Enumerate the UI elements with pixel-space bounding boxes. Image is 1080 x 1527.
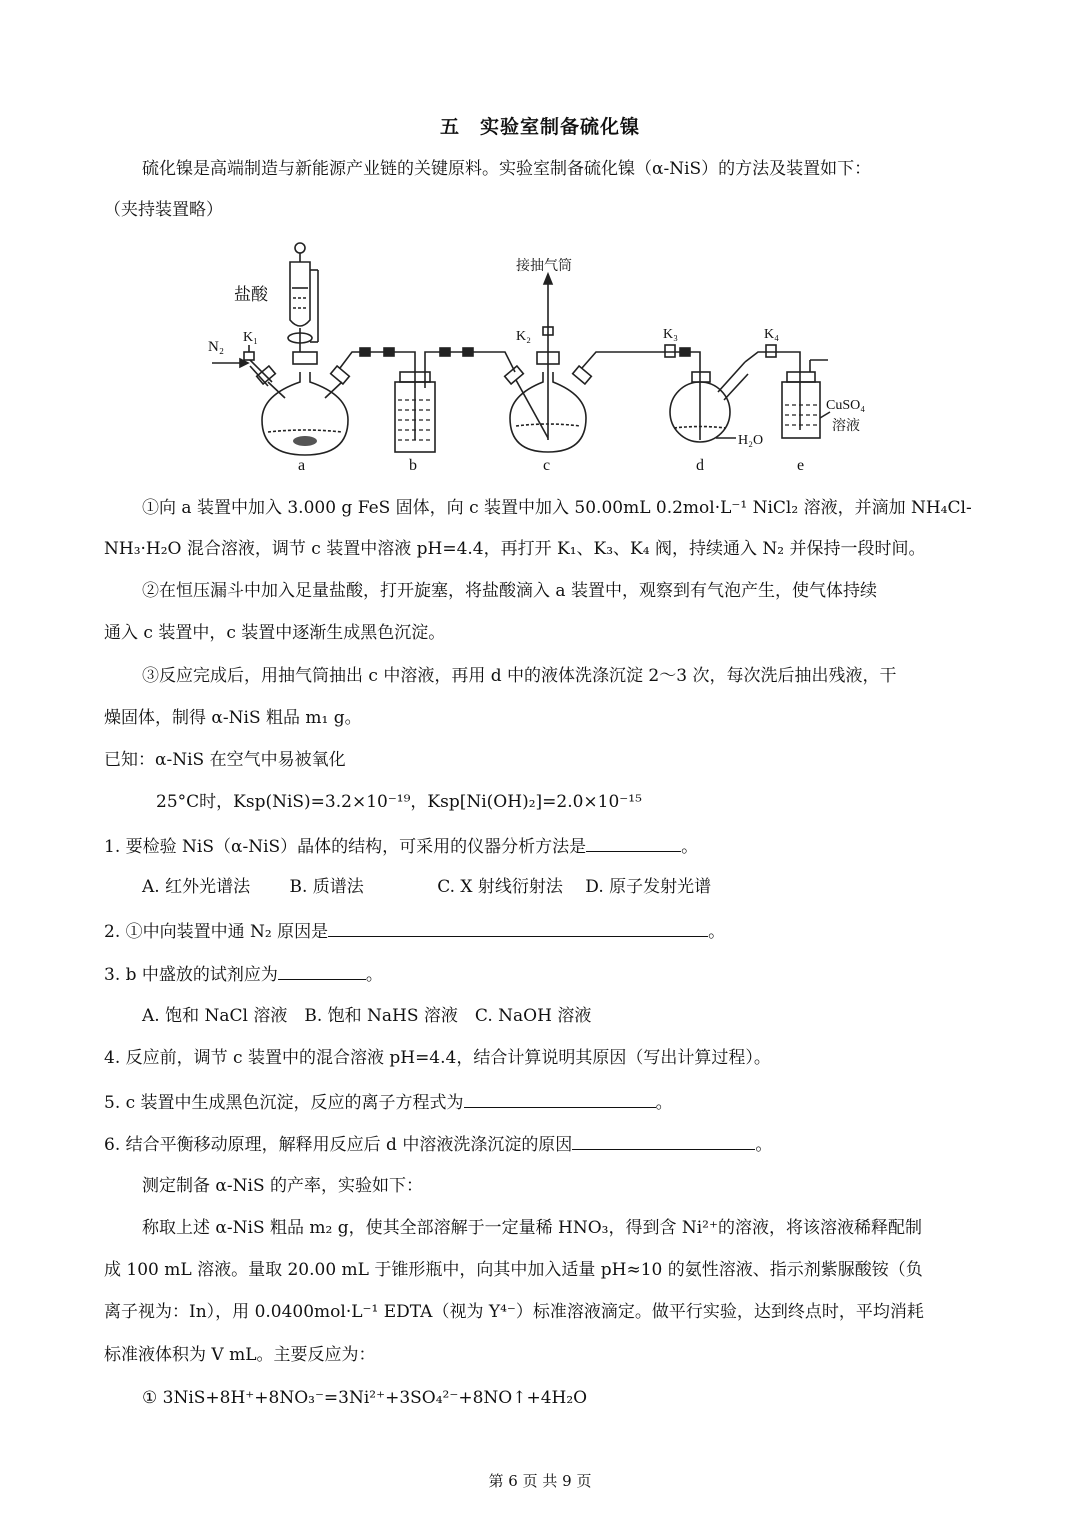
label-d: d (696, 457, 704, 474)
question-1-options: A. 红外光谱法 B. 质谱法 C. X 射线衍射法 D. 原子发射光谱 (142, 877, 712, 897)
question-3-options: A. 饱和 NaCl 溶液 B. 饱和 NaHS 溶液 C. NaOH 溶液 (142, 1006, 592, 1026)
yield-para-line-4: 标准液体积为 V mL。主要反应为： (104, 1345, 376, 1365)
reaction-1: ① 3NiS+8H⁺+8NO₃⁻=3Ni²⁺+3SO₄²⁻+8NO↑+4H₂O (142, 1388, 588, 1408)
known-line-1: 已知：α-NiS 在空气中易被氧化 (104, 750, 346, 770)
question-4: 4. 反应前，调节 c 装置中的混合溶液 pH=4.4，结合计算说明其原因（写出计算过程）。 (104, 1048, 771, 1068)
question-1 (104, 833, 698, 859)
question-2 (104, 918, 725, 944)
answer-blank-2[interactable] (328, 918, 708, 937)
question-3-text: 3. b 中盛放的试剂应为 (104, 965, 278, 985)
answer-blank-1[interactable] (586, 833, 681, 852)
question-6-end: 。 (755, 1135, 773, 1155)
yield-para-line-1: 称取上述 α-NiS 粗品 m₂ g，使其全部溶解于一定量稀 HNO₃，得到含 Ni²⁺的溶液，将该溶液稀释配制 (142, 1218, 922, 1238)
label-k2: K₂ (516, 329, 531, 344)
label-cuso4: CuSO₄ (826, 398, 866, 413)
step-2-line-1: ②在恒压漏斗中加入足量盐酸，打开旋塞，将盐酸滴入 a 装置中，观察到有气泡产生，使气体持续 (142, 581, 877, 601)
answer-blank-5[interactable] (464, 1089, 656, 1108)
label-k3: K₃ (663, 327, 678, 342)
step-1-line-2: NH₃·H₂O 混合溶液，调节 c 装置中溶液 pH=4.4，再打开 K₁、K₃、K₄ 阀，持续通入 N₂ 并保持一段时间。 (104, 539, 926, 559)
intro-line-2: （夹持装置略） (104, 200, 223, 220)
question-2-text: 2. ①中向装置中通 N₂ 原因是 (104, 922, 329, 942)
label-c: c (543, 457, 551, 474)
yield-heading: 测定制备 α-NiS 的产率，实验如下： (142, 1176, 423, 1196)
answer-blank-3[interactable] (278, 961, 366, 980)
section-title: 五 实验室制备硫化镍 (439, 116, 640, 138)
page-footer: 第 6 页 共 9 页 (488, 1472, 592, 1490)
intro-line-1: 硫化镍是高端制造与新能源产业链的关键原料。实验室制备硫化镍（α-NiS）的方法及装置如下： (142, 159, 872, 179)
question-2-end: 。 (708, 922, 726, 942)
known-line-2: 25°C时，Ksp(NiS)=3.2×10⁻¹⁹，Ksp[Ni(OH)₂]=2.0×10⁻¹⁵ (156, 792, 642, 812)
label-h2o: H₂O (738, 433, 764, 448)
label-solution: 溶液 (832, 419, 860, 434)
label-a: a (298, 457, 306, 474)
question-6-text: 6. 结合平衡移动原理，解释用反应后 d 中溶液洗涤沉淀的原因 (104, 1135, 573, 1155)
question-5 (104, 1089, 673, 1115)
label-e: e (797, 457, 805, 474)
yield-para-line-2: 成 100 mL 溶液。量取 20.00 mL 于锥形瓶中，向其中加入适量 pH≈10 的氨性溶液、指示剂紫脲酸铵（负 (104, 1260, 923, 1280)
step-2-line-2: 通入 c 装置中，c 装置中逐渐生成黑色沉淀。 (104, 623, 446, 643)
step-3-line-2: 燥固体，制得 α-NiS 粗品 m₁ g。 (104, 708, 362, 728)
label-k4: K₄ (764, 327, 779, 342)
answer-blank-6[interactable] (572, 1131, 755, 1150)
yield-para-line-3: 离子视为：In），用 0.0400mol·L⁻¹ EDTA（视为 Y⁴⁻）标准溶液滴定。做平行实验，达到终点时，平均消耗 (104, 1302, 924, 1322)
label-b: b (409, 457, 417, 474)
label-n2: N₂ (208, 339, 225, 355)
label-k1: K₁ (243, 330, 258, 345)
question-5-end: 。 (655, 1093, 673, 1113)
step-1-line-1: ①向 a 装置中加入 3.000 g FeS 固体，向 c 装置中加入 50.00mL 0.2mol·L⁻¹ NiCl₂ 溶液，并滴加 NH₄Cl- (142, 498, 972, 518)
question-3 (104, 961, 383, 987)
apparatus-diagram (0, 230, 1080, 480)
question-1-end: 。 (681, 837, 699, 857)
question-6 (104, 1131, 772, 1157)
step-3-line-1: ③反应完成后，用抽气筒抽出 c 中溶液，再用 d 中的液体洗涤沉淀 2～3 次，每次洗后抽出残液，干 (142, 666, 897, 686)
question-5-text: 5. c 装置中生成黑色沉淀，反应的离子方程式为 (104, 1093, 464, 1113)
label-hcl: 盐酸 (234, 285, 268, 304)
label-pump: 接抽气筒 (516, 259, 572, 274)
question-3-end: 。 (365, 965, 383, 985)
question-1-text: 1. 要检验 NiS（α-NiS）晶体的结构，可采用的仪器分析方法是 (104, 837, 587, 857)
